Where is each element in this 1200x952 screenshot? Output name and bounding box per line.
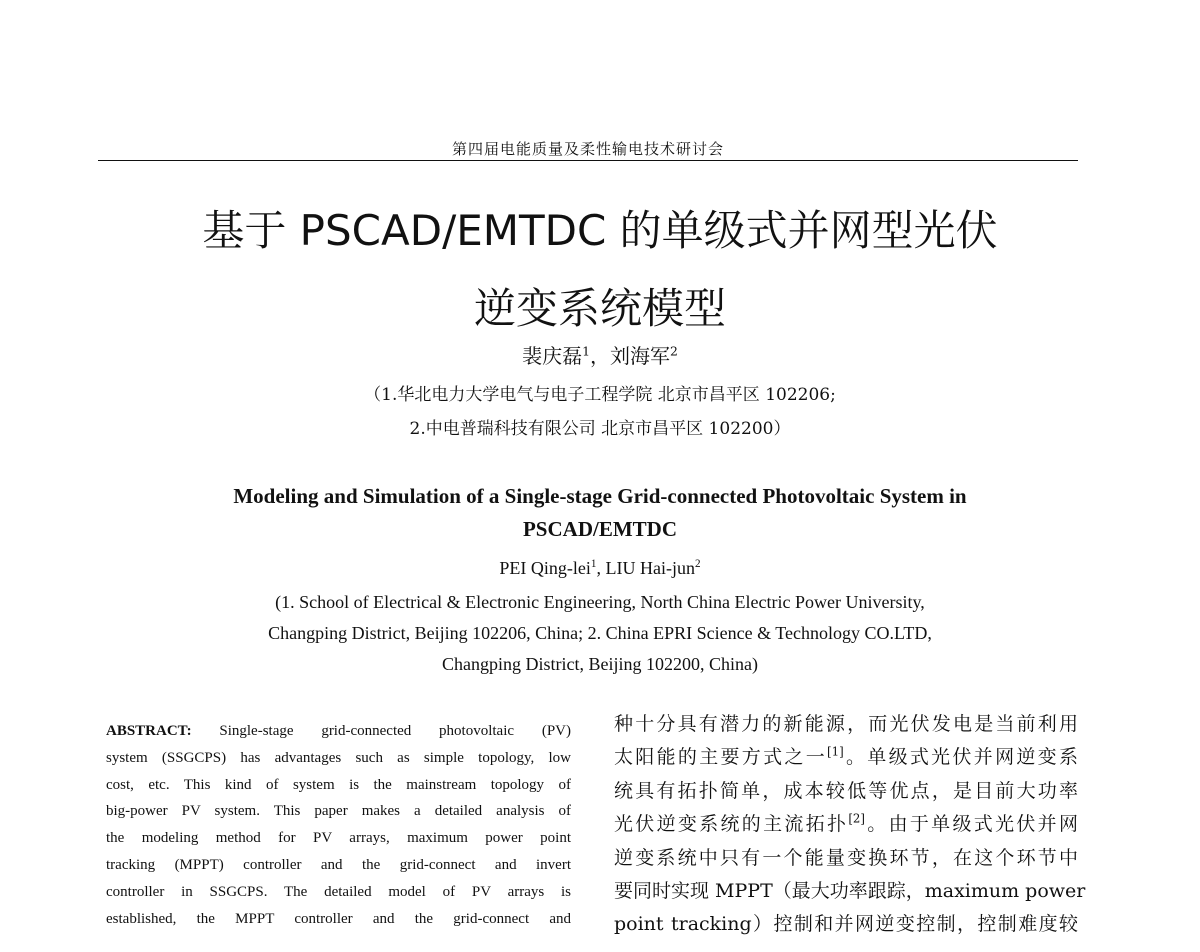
abstract-label: ABSTRACT: — [106, 723, 192, 739]
author-en-2-mark: 2 — [694, 558, 701, 570]
body-line: 统具有拓扑简单，成本较低等优点，是目前大功率 — [614, 779, 1078, 802]
author-en-2: LIU Hai-jun — [605, 558, 695, 578]
authors-cn — [0, 340, 1200, 369]
citation-ref: [2] — [848, 811, 865, 826]
author-separator: ， — [590, 344, 610, 368]
body-line: point tracking）控制和并网逆变控制，控制难度较 — [614, 913, 1078, 936]
abstract-column — [106, 718, 571, 932]
abstract-line: controller in SSGCPS. The detailed model of PV arrays is — [106, 883, 571, 900]
abstract-line — [106, 718, 571, 745]
affiliation-en-line-1: (1. School of Electrical & Electronic Engineering, North China Electric Power University, — [275, 592, 925, 612]
citation-ref: [1] — [827, 745, 844, 760]
body-text: 光伏逆变系统的主流拓扑 — [614, 813, 849, 836]
affiliation-en-line-2: Changping District, Beijing 102206, China; 2. China EPRI Science & Technology CO.LTD, — [268, 623, 932, 643]
abstract-line: cost, etc. This kind of system is the mainstream topology of — [106, 776, 571, 793]
author-cn-1: 裴庆磊 — [522, 344, 583, 368]
header-rule — [98, 160, 1078, 161]
body-text: 。由于单级式光伏并网 — [864, 813, 1078, 836]
author-en-1-mark: 1 — [590, 558, 597, 570]
body-text: 。单级式光伏并网逆变系 — [843, 746, 1078, 769]
author-en-1: PEI Qing-lei — [499, 558, 591, 578]
abstract-line: system (SSGCPS) has advantages such as simple topology, low — [106, 749, 571, 766]
author-en-separator: , — [596, 558, 606, 578]
body-text: 太阳能的主要方式之一 — [614, 746, 827, 769]
author-cn-1-mark: 1 — [582, 343, 590, 359]
affiliation-cn-line-1: （1.华北电力大学电气与电子工程学院 北京市昌平区 102206; — [364, 385, 836, 405]
affiliation-en-line-3: Changping District, Beijing 102200, China) — [442, 654, 758, 674]
body-line: 要同时实现 MPPT（最大功率跟踪，maximum power — [614, 879, 1086, 902]
abstract-first-line-text: Single-stage grid-connected photovoltaic (PV) — [219, 723, 571, 739]
authors-en — [0, 558, 1200, 579]
author-cn-2: 刘海军 — [610, 344, 670, 368]
title-en-line-1: Modeling and Simulation of a Single-stage Grid-connected Photovoltaic System in — [233, 484, 967, 508]
body-line: 种十分具有潜力的新能源，而光伏发电是当前利用 — [614, 713, 1078, 735]
abstract-line: big-power PV system. This paper makes a detailed analysis of — [106, 803, 571, 820]
title-cn-line-2: 逆变系统模型 — [473, 284, 726, 333]
abstract-line: the modeling method for PV arrays, maximum power point — [106, 830, 571, 847]
author-cn-2-mark: 2 — [670, 343, 678, 359]
body-line — [614, 741, 1078, 774]
abstract-line: tracking (MPPT) controller and the grid-connect and invert — [106, 856, 571, 873]
body-line: 逆变系统中只有一个能量变换环节，在这个环节中 — [614, 846, 1078, 869]
affiliation-cn-line-2: 2.中电普瑞科技有限公司 北京市昌平区 102200） — [409, 419, 791, 439]
conference-header: 第四届电能质量及柔性输电技术研讨会 — [451, 140, 724, 158]
body-text-column — [614, 708, 1086, 942]
body-line — [614, 808, 1078, 841]
abstract-line: established, the MPPT controller and the grid-connect and — [106, 910, 571, 927]
title-cn-line-1: 基于 PSCAD/EMTDC 的单级式并网型光伏 — [202, 206, 998, 255]
title-en-line-2: PSCAD/EMTDC — [522, 517, 677, 541]
